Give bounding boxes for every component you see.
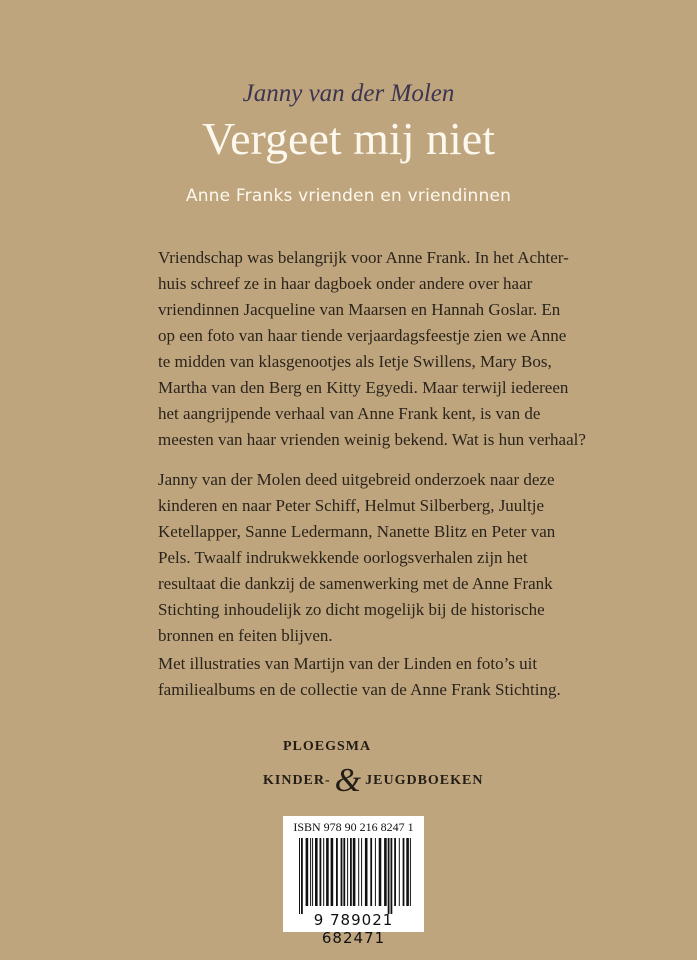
ean-number: 9 789021 682471 [313, 911, 394, 947]
book-subtitle: Anne Franks vrienden en vriendinnen [185, 186, 512, 206]
barcode-bar [384, 838, 387, 906]
barcode-bar [347, 838, 348, 906]
barcode-bar [399, 838, 400, 906]
barcode-bar [375, 838, 376, 906]
blurb-line: bronnen en feiten blijven. [158, 626, 333, 645]
blurb-line: huis schreef ze in haar dagboek onder andere over haar [158, 274, 533, 293]
barcode-bar [365, 838, 368, 906]
barcode-bar [299, 838, 300, 914]
blurb-line: meesten van haar vrienden weinig bekend. Wat is hun verhaal? [158, 430, 586, 449]
barcode-box [283, 816, 424, 947]
barcode-bar [361, 838, 362, 906]
barcode-bar [315, 838, 318, 906]
barcode-bar [323, 838, 324, 906]
barcode-bar [312, 838, 313, 906]
barcode-bar [353, 838, 356, 906]
barcode-bar [370, 838, 372, 906]
barcode-bar [320, 838, 322, 906]
blurb-paragraph-3 [158, 651, 588, 703]
barcode-bar [379, 838, 382, 906]
blurb-line: familiealbums en de collectie van de Anne Frank Stichting. [158, 680, 561, 699]
blurb-line: het aangrijpende verhaal van Anne Frank kent, is van de [158, 404, 541, 423]
barcode-bar [326, 838, 329, 906]
blurb-line: Pels. Twaalf indrukwekkende oorlogsverhalen zijn het [158, 548, 528, 567]
barcode-bar [350, 838, 352, 906]
barcode-bars [297, 838, 415, 914]
barcode-bar [306, 838, 309, 906]
barcode-bar [403, 838, 405, 906]
barcode-bar [391, 838, 393, 914]
author-name: Janny van der Molen [242, 80, 455, 107]
isbn-label: ISBN 978 90 216 8247 1 [293, 820, 414, 834]
blurb-line: kinderen en naar Peter Schiff, Helmut Silberberg, Juultje [158, 496, 545, 515]
ampersand-logo: & [334, 762, 362, 799]
blurb-line: Janny van der Molen deed uitgebreid onderzoek naar deze [158, 470, 555, 489]
barcode-bar [394, 838, 396, 906]
blurb-line: Vriendschap was belangrijk voor Anne Frank. In het Achter- [158, 248, 569, 267]
blurb-paragraph-1 [158, 245, 588, 453]
barcode-bar [310, 838, 311, 906]
barcode-bar [410, 838, 411, 906]
barcode-bar [331, 838, 334, 906]
blurb-line: Ketellapper, Sanne Ledermann, Nanette Blitz en Peter van [158, 522, 556, 541]
publisher-logo [263, 762, 483, 800]
blurb-line: Stichting inhoudelijk zo dicht mogelijk bij de historische [158, 600, 545, 619]
blurb-line: Martha van den Berg en Kitty Egyedi. Maar terwijl iedereen [158, 378, 569, 397]
barcode-bar [406, 838, 409, 906]
barcode-bar [341, 838, 343, 906]
publisher-name: PLOEGSMA [283, 739, 372, 754]
blurb-line: Met illustraties van Martijn van der Linden en foto’s uit [158, 654, 538, 673]
book-title: Vergeet mij niet [202, 113, 495, 164]
barcode-bar [301, 838, 303, 914]
publisher-imprint-left: KINDER- [263, 773, 331, 788]
blurb-line: vriendinnen Jacqueline van Maarsen en Hannah Goslar. En [158, 300, 561, 319]
publisher-imprint-right: JEUGDBOEKEN [365, 773, 484, 788]
barcode-bar [336, 838, 338, 906]
barcode-bar [358, 838, 359, 906]
blurb-line: op een foto van haar tiende verjaardagsfeestje zien we Anne [158, 326, 567, 345]
blurb-line: te midden van klasgenootjes als Ietje Swillens, Mary Bos, [158, 352, 552, 371]
blurb-line: resultaat die dankzij de samenwerking met de Anne Frank [158, 574, 553, 593]
barcode-bar [343, 838, 345, 906]
barcode-bar [388, 838, 390, 914]
blurb-paragraph-2 [158, 467, 588, 649]
